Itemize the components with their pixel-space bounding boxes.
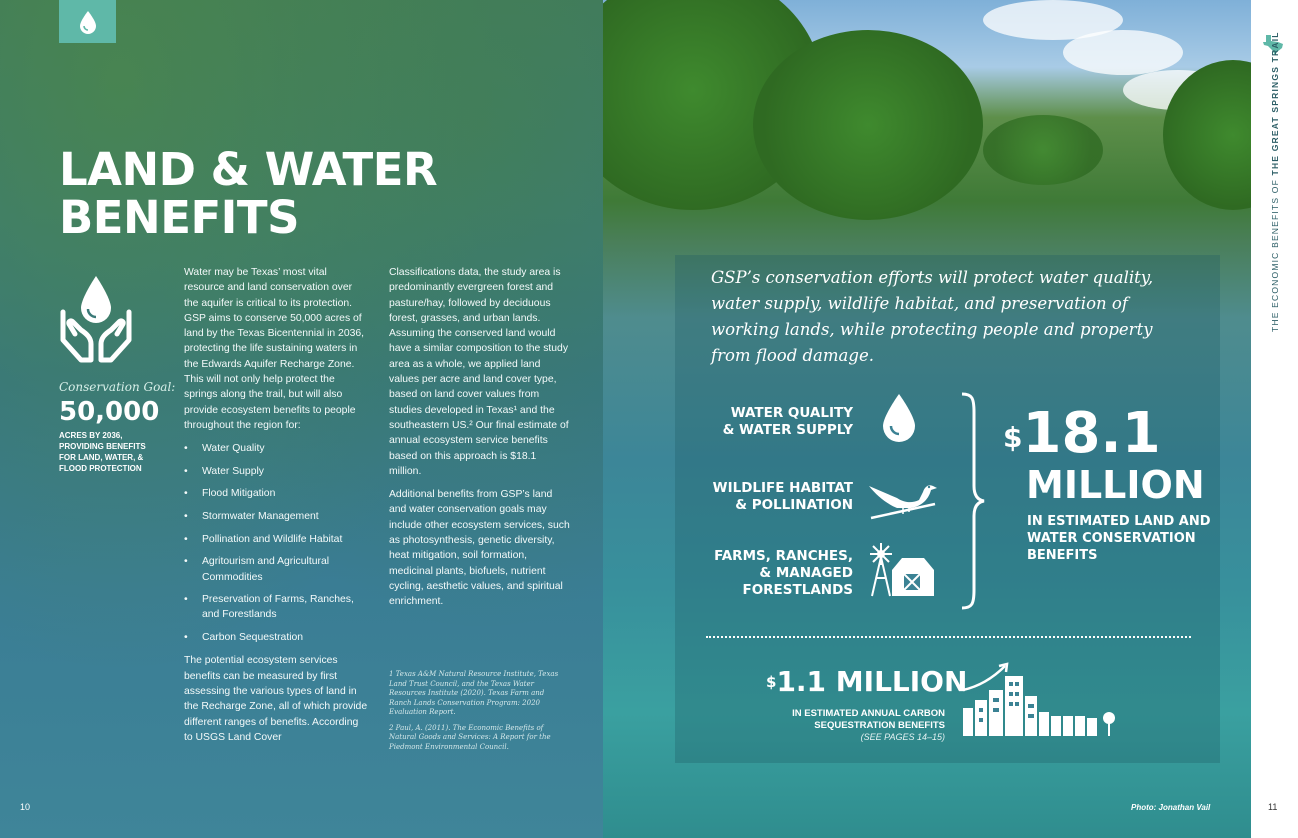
list-item: • Flood Mitigation bbox=[184, 486, 369, 501]
city-growth-icon bbox=[961, 662, 1121, 738]
right-page bbox=[603, 0, 1251, 838]
total-amount: 18.1 bbox=[1022, 401, 1161, 466]
running-title-bold: THE GREAT SPRINGS TRAIL bbox=[1270, 31, 1280, 176]
total-unit: MILLION bbox=[1026, 463, 1205, 507]
footnote: 2 Paul, A. (2011). The Economic Benefits of Natural Goods and Services: A Report for the Piedmont Environmental Council. bbox=[389, 723, 551, 751]
bird-icon bbox=[867, 474, 937, 522]
benefit-wildlife-label: WILDLIFE HABITAT & POLLINATION bbox=[712, 480, 853, 513]
outro-paragraph: The potential ecosystem services benefits can be measured by first assessing the various types of land in the Recharge Zone, all of which provide different ranges of benefits. According to USGS Land Cover bbox=[184, 655, 368, 743]
pull-quote: GSP’s conservation efforts will protect water quality, water supply, wildlife habitat, and preservation of working lands, while protecting people and property from flood damage. bbox=[711, 268, 1154, 365]
list-item: • Carbon Sequestration bbox=[184, 630, 369, 645]
cloud bbox=[1063, 30, 1183, 75]
water-drop-tab bbox=[59, 0, 116, 43]
series-running-title bbox=[1270, 31, 1280, 332]
total-benefit-amount bbox=[1003, 401, 1161, 466]
barn-windmill-icon bbox=[868, 542, 936, 598]
footnotes bbox=[389, 670, 559, 758]
goal-description: ACRES BY 2036, PROVIDING BENEFITS FOR LAND, WATER, & FLOOD PROTECTION bbox=[59, 431, 146, 473]
body-paragraph: Additional benefits from GSP’s land and water conservation goals may include other ecosystem services, such as photosynthesis, genetic diversity, heat mitigation, soil formation, medicinal plants, biofuels, nutrient cycling, aesthetic values, and spiritual enrichment. bbox=[389, 489, 570, 608]
benefit-list bbox=[184, 441, 369, 645]
carbon-description: IN ESTIMATED ANNUAL CARBON SEQUESTRATION BENEFITS bbox=[792, 708, 945, 731]
currency-symbol: $ bbox=[766, 673, 777, 691]
list-item: • Water Supply bbox=[184, 464, 369, 479]
page-title: LAND & WATER BENEFITS bbox=[59, 143, 438, 244]
goal-number: 50,000 bbox=[59, 397, 160, 427]
left-page bbox=[0, 0, 603, 838]
intro-paragraph: Water may be Texas’ most vital resource and land conservation over the aquifer is critical to its protection. GSP aims to conserve 50,000 acres of land by the Texas Bicentennial in 2036, protecting the life sustaining waters in the Edwards Aquifer Recharge Zone. This will not only help protect the springs along the trail, but will also provide ecosystem benefits to people throughout the region for: bbox=[184, 267, 365, 431]
tree-canopy bbox=[753, 30, 983, 220]
page-number-left: 10 bbox=[20, 802, 31, 812]
goal-label: Conservation Goal: bbox=[59, 380, 176, 394]
body-paragraph: Classifications data, the study area is predominantly evergreen forest and pasture/hay, followed by deciduous forest, grasses, and urban lands. Assuming the conserved land would have a similar composition to the study area as a whole, we applied land values per acre and land cover type, based on land cover values from studies developed in Texas¹ and the southeastern US.² Our final estimate of annual ecosystem service benefits based on this approach is $18.1 million. bbox=[389, 267, 569, 477]
list-item: • Pollination and Wildlife Habitat bbox=[184, 532, 369, 547]
list-item: • Stormwater Management bbox=[184, 509, 369, 524]
hands-water-drop-icon bbox=[59, 272, 133, 366]
brace-divider bbox=[958, 392, 986, 610]
page-number-right: 11 bbox=[1268, 802, 1278, 812]
currency-symbol: $ bbox=[1003, 421, 1023, 454]
dotted-divider bbox=[706, 636, 1191, 638]
tree-canopy bbox=[983, 115, 1103, 185]
body-column-1 bbox=[184, 265, 369, 753]
see-pages-reference: (SEE PAGES 14–15) bbox=[860, 732, 945, 742]
carbon-value: 1.1 MILLION bbox=[776, 665, 968, 698]
total-description: IN ESTIMATED LAND AND WATER CONSERVATION BENEFITS bbox=[1027, 514, 1211, 563]
list-item: • Water Quality bbox=[184, 441, 369, 456]
list-item: • Preservation of Farms, Ranches, and Forestlands bbox=[184, 592, 369, 623]
water-drop-icon bbox=[881, 392, 917, 446]
benefit-farms-label: FARMS, RANCHES, & MANAGED FORESTLANDS bbox=[714, 548, 853, 598]
list-item: • Agritourism and Agricultural Commodities bbox=[184, 554, 369, 585]
body-column-2 bbox=[389, 265, 571, 618]
running-title-prefix: THE ECONOMIC BENEFITS OF bbox=[1270, 175, 1280, 332]
carbon-amount bbox=[766, 662, 967, 702]
photo-credit: Photo: Jonathan Vail bbox=[1131, 803, 1211, 812]
water-drop-icon bbox=[79, 10, 97, 34]
footnote: 1 Texas A&M Natural Resource Institute, Texas Land Trust Council, and the Texas Water Resources Institute (2020). Texas Farm and Ranch Lands Conservation Program: 2020 Evaluation Report. bbox=[389, 670, 559, 716]
benefit-water-label: WATER QUALITY & WATER SUPPLY bbox=[722, 405, 853, 438]
